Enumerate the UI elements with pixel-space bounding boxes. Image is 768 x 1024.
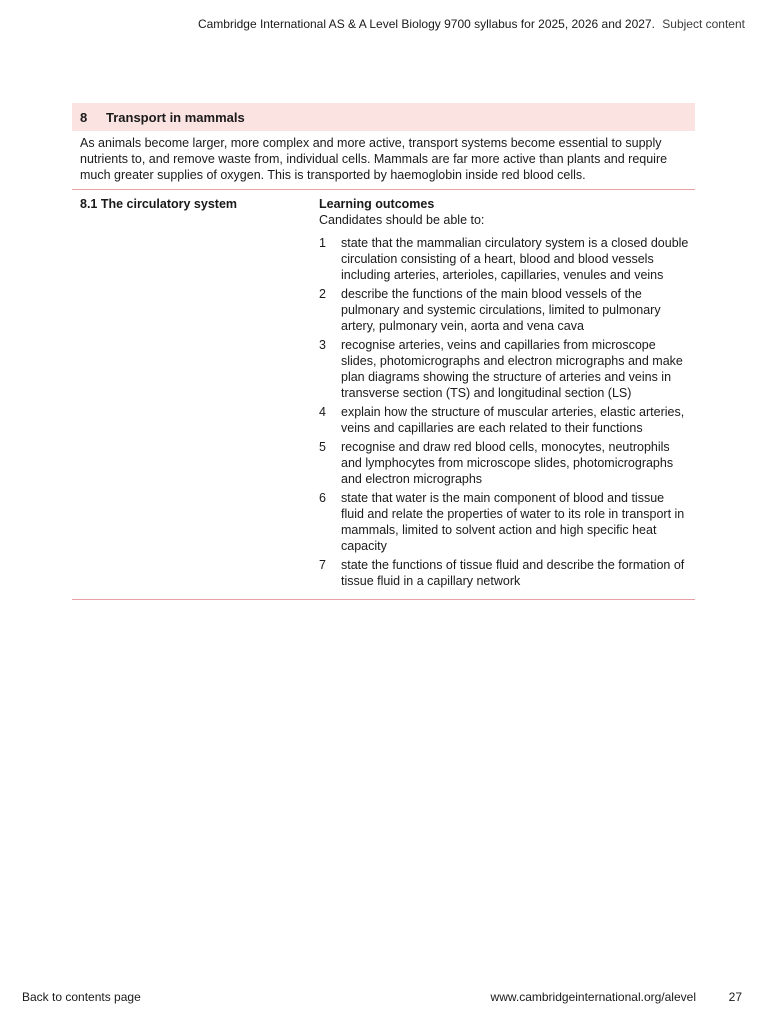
- syllabus-section: [72, 103, 695, 600]
- section-label: Subject content: [662, 17, 745, 31]
- outcomes-list: [319, 235, 695, 589]
- list-item: [319, 286, 695, 334]
- running-header: [198, 16, 745, 32]
- topic-row: [72, 190, 695, 600]
- item-number: 5: [319, 440, 326, 454]
- back-to-contents-link[interactable]: Back to contents page: [22, 990, 141, 1004]
- section-number: 8: [80, 109, 88, 125]
- list-item: [319, 235, 695, 283]
- item-number: 7: [319, 558, 326, 572]
- outcomes-heading: Learning outcomes: [319, 197, 435, 211]
- outcomes-intro: Candidates should be able to:: [319, 213, 485, 227]
- item-number: 3: [319, 338, 326, 352]
- page-number: 27: [728, 990, 742, 1004]
- list-item: [319, 557, 695, 589]
- item-text: recognise and draw red blood cells, monocytes, neutrophils and lymphocytes from microscope slides, photomicrographs and electron micrographs: [341, 440, 674, 486]
- item-text: state that water is the main component of blood and tissue fluid and relate the properties of water to its role in transport in mammals, limited to solvent action and high specific heat capacity: [341, 491, 685, 553]
- item-text: state the functions of tissue fluid and describe the formation of tissue fluid in a capillary network: [341, 558, 685, 588]
- item-number: 4: [319, 405, 326, 419]
- item-number: 2: [319, 287, 326, 301]
- website-link[interactable]: www.cambridgeinternational.org/alevel: [490, 990, 696, 1004]
- list-item: [319, 439, 695, 487]
- document-title: Cambridge International AS & A Level Biology 9700 syllabus for 2025, 2026 and 2027.: [197, 17, 655, 31]
- list-item: [319, 490, 695, 554]
- learning-outcomes: [319, 190, 695, 592]
- item-text: recognise arteries, veins and capillaries from microscope slides, photomicrographs and electron micrographs and make plan diagrams showing the structure of arteries and veins in transverse section (TS) and longitudinal section (LS): [341, 338, 683, 400]
- item-number: 1: [319, 236, 326, 250]
- topic-title: 8.1 The circulatory system: [80, 197, 238, 211]
- list-item: [319, 337, 695, 401]
- section-heading: [72, 103, 695, 131]
- section-intro: As animals become larger, more complex and more active, transport systems become essential to supply nutrients to, and remove waste from, individual cells. Mammals are far more active than plants and require much greater supplies of oxygen. This is transported by haemoglobin inside red blood cells.: [72, 131, 695, 190]
- section-title: Transport in mammals: [106, 109, 245, 125]
- item-number: 6: [319, 491, 326, 505]
- item-text: state that the mammalian circulatory system is a closed double circulation consisting of a heart, blood and blood vessels including arteries, arterioles, capillaries, venules and veins: [341, 236, 689, 282]
- item-text: describe the functions of the main blood vessels of the pulmonary and systemic circulations, limited to pulmonary artery, pulmonary vein, aorta and vena cava: [341, 287, 661, 333]
- item-text: explain how the structure of muscular arteries, elastic arteries, veins and capillaries are each related to their functions: [341, 405, 685, 435]
- list-item: [319, 404, 695, 436]
